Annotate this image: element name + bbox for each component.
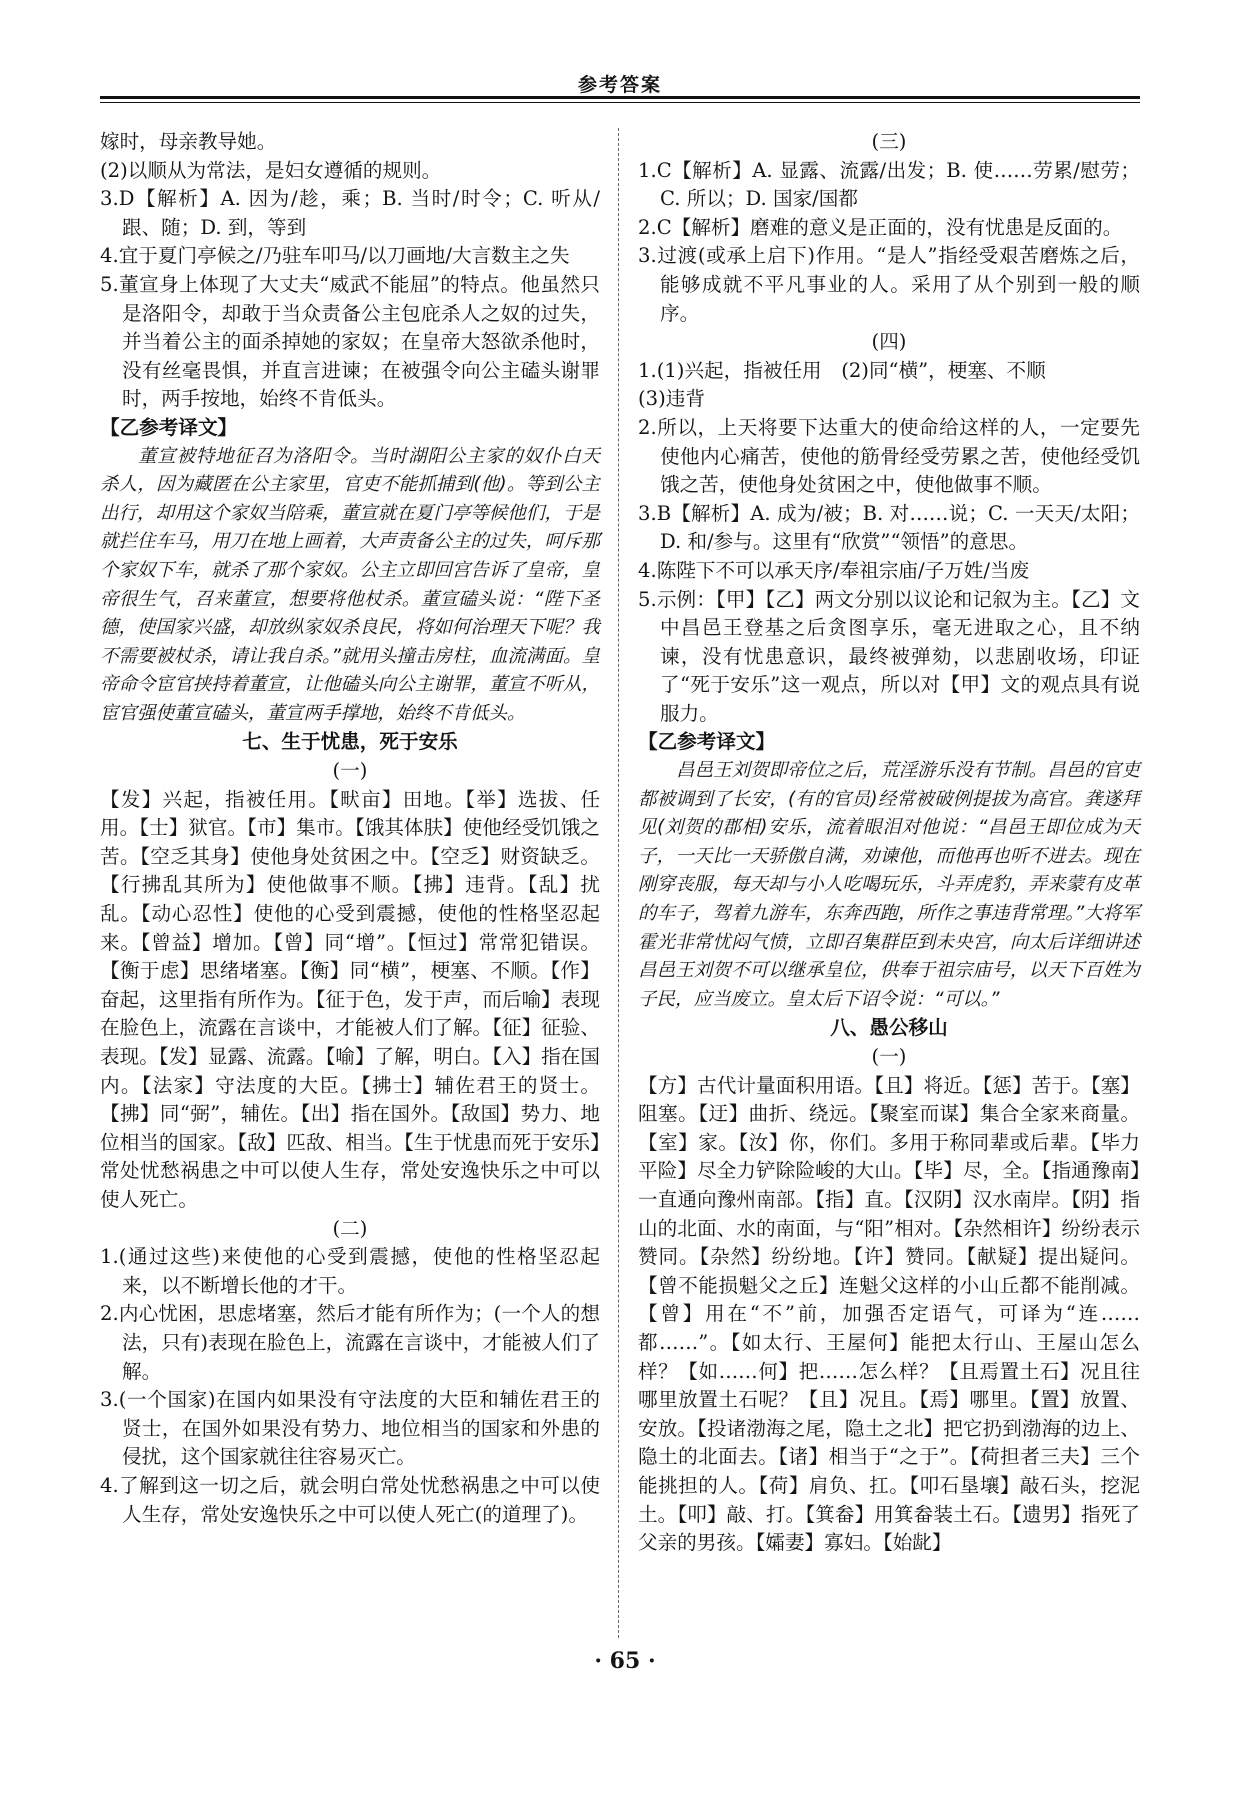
section-label: (二) xyxy=(332,1216,368,1240)
answer-item: (3)违背 xyxy=(638,387,705,411)
answer-item: 4.宜于夏门亭候之/乃驻车叩马/以刀画地/大言数主之失 xyxy=(100,244,570,268)
column-divider xyxy=(618,128,619,1638)
section-label: (一) xyxy=(332,759,368,783)
header-title: 参考答案 xyxy=(577,74,662,96)
translation-paragraph: 昌邑王刘贺即帝位之后，荒淫游乐没有节制。昌邑的官吏都被调到了长安，(有的官员)经常被破例提拔为高官。龚遂拜见(刘贺的郡相)安乐，流着眼泪对他说：“昌邑王即位成为天子，一天比一天骄傲自满，劝谏他，而他再也听不进去。现在刚穿丧服，每天却与小人吃喝玩乐，斗弄虎豹，弄来蒙有皮革的车子，驾着九游车，东奔西跑，所作之事违背常理。”大将军霍光非常忧闷气愤，立即召集群臣到未央宫，向太后详细讲述昌邑王刘贺不可以继承皇位，供奉于祖宗庙号，以天下百姓为子民，应当废立。皇太后下诏令说：“可以。” xyxy=(638,760,1140,1010)
paragraph: 嫁时，母亲教导她。 xyxy=(100,130,277,153)
paragraph: 【发】兴起，指被任用。【畎亩】田地。【举】选拔、任用。【士】狱官。【市】集市。【饿其体肤】使他经受饥饿之苦。【空乏其身】使他身处贫困之中。【空乏】财资缺乏。【行拂乱其所为】使他做事不顺。【拂】违背。【乱】扰乱。【动心忍性】使他的心受到震撼，使他的性格坚忍起来。【曾益】增加。【曾】同“增”。【恒过】常常犯错误。【衡于虑】思绪堵塞。【衡】同“横”，梗塞、不顺。【作】奋起，这里指有所作为。【征于色，发于声，而后喻】表现在脸色上，流露在言谈中，才能被人们了解。【征】征验、表现。【发】显露、流露。【喻】了解，明白。【入】指在国内。【法家】守法度的大臣。【拂士】辅佐君王的贤士。【拂】同“弼”，辅佐。【出】指在国外。【敌国】势力、地位相当的国家。【敌】匹敌、相当。【生于忧患而死于安乐】常处忧愁祸患之中可以使人生存，常处安逸快乐之中可以使人死亡。 xyxy=(100,787,600,1211)
section-heading: 七、生于忧患，死于安乐 xyxy=(242,730,458,754)
section-heading: 八、愚公移山 xyxy=(830,1016,948,1040)
header-rule-thin xyxy=(100,102,1140,103)
answer-item: 2.C【解析】磨难的意义是正面的，没有忧患是反面的。 xyxy=(638,215,1123,239)
answer-item: 1.(1)兴起，指被任用 (2)同“横”，梗塞、不顺 xyxy=(638,358,1046,382)
answer-item: 3.过渡(或承上启下)作用。“是人”指经受艰苦磨炼之后，能够成就不平凡事业的人。采用了从个别到一般的顺序。 xyxy=(638,244,1140,325)
answer-item: 5.董宣身上体现了大丈夫“威武不能屈”的特点。他虽然只是洛阳令，却敢于当众责备公主包庇杀人之奴的过失，并当着公主的面杀掉她的家奴；在皇帝大怒欲杀他时，没有丝毫畏惧，并直言进谏；在被强令向公主磕头谢罪时，两手按地，始终不肯低头。 xyxy=(100,272,600,411)
section-label: (三) xyxy=(871,130,907,153)
answer-item: 1.(通过这些)来使他的心受到震撼，使他的性格坚忍起来，以不断增长他的才干。 xyxy=(100,1245,600,1297)
section-label: (四) xyxy=(871,330,907,354)
answer-item: 2.内心忧困，思虑堵塞，然后才能有所作为；(一个人的想法，只有)表现在脸色上，流露在言谈中，才能被人们了解。 xyxy=(100,1302,600,1383)
header-rule-thick xyxy=(100,96,1140,99)
page-header xyxy=(100,62,1140,108)
right-column xyxy=(638,128,1140,1558)
answer-item: (2)以顺从为常法，是妇女遵循的规则。 xyxy=(100,158,442,182)
paragraph: 【方】古代计量面积用语。【且】将近。【惩】苦于。【塞】阻塞。【迂】曲折、绕远。【聚室而谋】集合全家来商量。【室】家。【汝】你，你们。多用于称同辈或后辈。【毕力平险】尽全力铲除险峻的大山。【毕】尽，全。【指通豫南】一直通向豫州南部。【指】直。【汉阴】汉水南岸。【阴】指山的北面、水的南面，与“阳”相对。【杂然相许】纷纷表示赞同。【杂然】纷纷地。【许】赞同。【献疑】提出疑问。【曾不能损魁父之丘】连魁父这样的小山丘都不能削减。【曾】用在“不”前，加强否定语气，可译为“连……都……”。【如太行、王屋何】能把太行山、王屋山怎么样？【如……何】把……怎么样？【且焉置土石】况且往哪里放置土石呢？【且】况且。【焉】哪里。【置】放置、安放。【投诸渤海之尾，隐土之北】把它扔到渤海的边上、隐土的北面去。【诸】相当于“之于”。【荷担者三夫】三个能挑担的人。【荷】肩负、扛。【叩石垦壤】敲石头，挖泥土。【叩】敲、打。【箕畚】用箕畚装土石。【遗男】指死了父亲的男孩。【孀妻】寡妇。【始龀】 xyxy=(638,1073,1140,1555)
translation-paragraph: 董宣被特地征召为洛阳令。当时湖阳公主家的奴仆白天杀人，因为藏匿在公主家里，官吏不能抓捕到(他)。等到公主出行，却用这个家奴当陪乘，董宣就在夏门亭等候他们，于是就拦住车马，用刀在地上画着，大声责备公主的过失，呵斥那个家奴下车，就杀了那个家奴。公主立即回宫告诉了皇帝，皇帝很生气，召来董宣，想要将他杖杀。董宣磕头说：“陛下圣德，使国家兴盛，却放纵家奴杀良民，将如何治理天下呢？我不需要被杖杀，请让我自杀。”就用头撞击房柱，血流满面。皇帝命令宦官挟持着董宣，让他磕头向公主谢罪，董宣不听从，宦官强使董宣磕头，董宣两手撑地，始终不肯低头。 xyxy=(100,445,600,724)
answer-item: 3.B【解析】A. 成为/被；B. 对……说；C. 一天天/太阳；D. 和/参与。这里有“欣赏”“领悟”的意思。 xyxy=(638,501,1140,554)
answer-item: 2.所以，上天将要下达重大的使命给这样的人，一定要先使他内心痛苦，使他的筋骨经受劳累之苦，使他经受饥饿之苦，使他身处贫困之中，使他做事不顺。 xyxy=(638,415,1140,497)
answer-item: 1.C【解析】A. 显露、流露/出发；B. 使……劳累/慰劳；C. 所以；D. 国家/国都 xyxy=(638,158,1140,211)
answer-item: 3.D【解析】A. 因为/趁，乘；B. 当时/时令；C. 听从/跟、随；D. 到，等到 xyxy=(100,187,600,239)
answer-item: 3.(一个国家)在国内如果没有守法度的大臣和辅佐君王的贤士，在国外如果没有势力、地位相当的国家和外患的侵扰，这个国家就往往容易灭亡。 xyxy=(100,1388,600,1469)
translation-label: 【乙参考译文】 xyxy=(638,730,776,754)
page-number: · 65 · xyxy=(594,1648,656,1674)
answer-item: 4.陈陛下不可以承天序/奉祖宗庙/子万姓/当废 xyxy=(638,558,1030,582)
answer-item: 4.了解到这一切之后，就会明白常处忧愁祸患之中可以使人生存，常处安逸快乐之中可以使人死亡(的道理了)。 xyxy=(100,1473,600,1526)
answer-item: 5.示例：【甲】【乙】两文分别以议论和记叙为主。【乙】文中昌邑王登基之后贪图享乐，毫无进取之心，且不纳谏，没有忧患意识，最终被弹劾，以悲剧收场，印证了“死于安乐”这一观点，所以对【甲】文的观点具有说服力。 xyxy=(638,587,1140,725)
left-column xyxy=(100,128,600,1529)
section-label: (一) xyxy=(871,1045,907,1068)
translation-label: 【乙参考译文】 xyxy=(100,415,238,439)
